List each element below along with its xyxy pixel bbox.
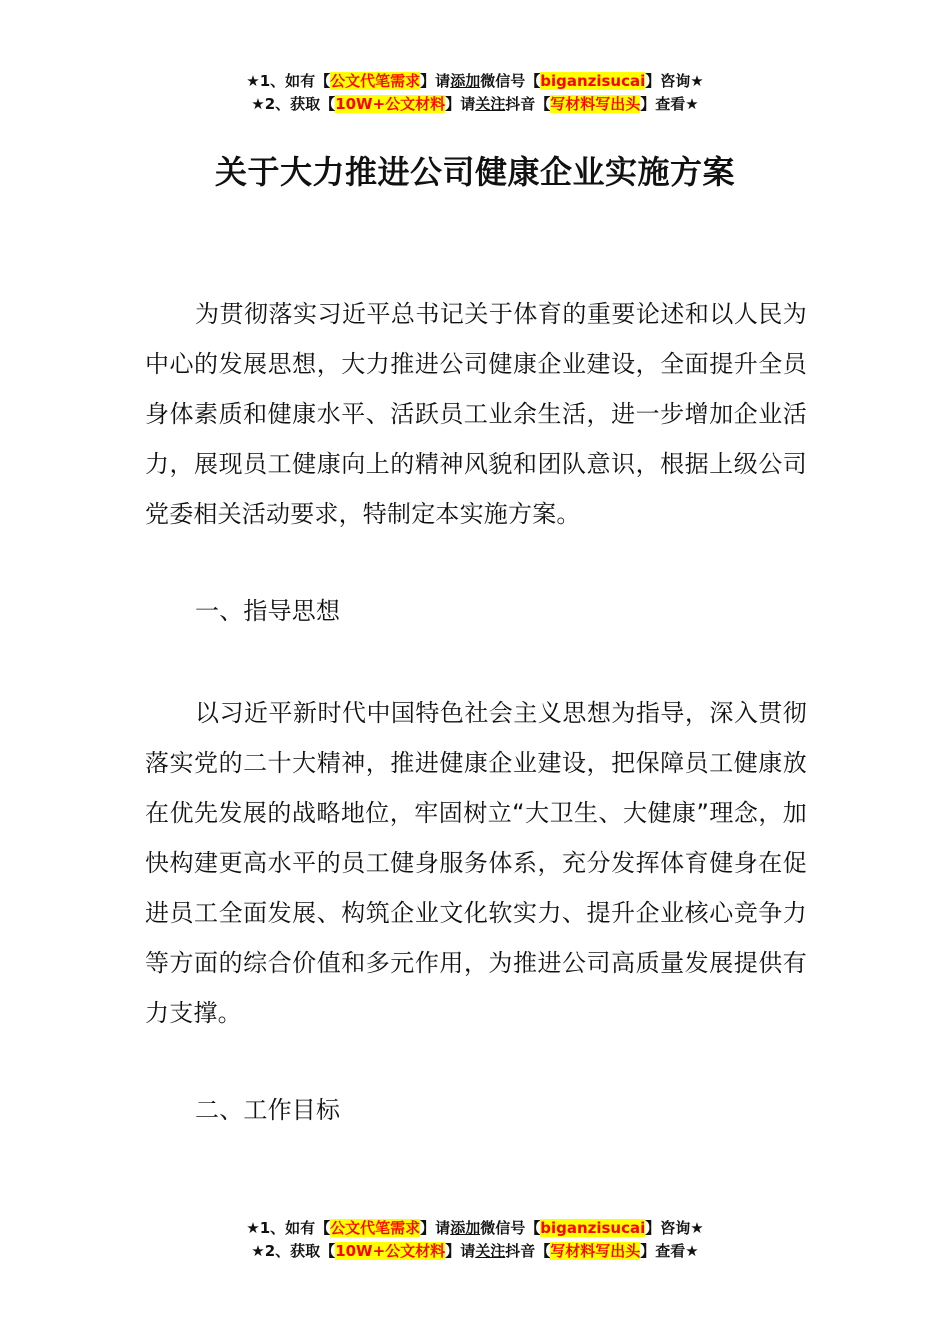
notice-underlined-text: 关注: [475, 95, 506, 113]
notice-highlight: 10W+公文材料: [335, 1242, 446, 1260]
notice-highlight: 公文代笔需求: [330, 1219, 421, 1237]
guiding-thought-paragraph: 以习近平新时代中国特色社会主义思想为指导，深入贯彻落实党的二十大精神，推进健康企业建设，把保障员工健康放在优先发展的战略地位，牢固树立“大卫生、大健康”理念，加快构建更高水平的员工健身服务体系，充分发挥体育健身在促进员工全面发展、构筑企业文化软实力、提升企业核心竞争力等方面的综合价值和多元作用，为推进公司高质量发展提供有力支撑。: [145, 699, 807, 1027]
intro-paragraph: 为贯彻落实习近平总书记关于体育的重要论述和以人民为中心的发展思想，大力推进公司健康企业建设，全面提升全员身体素质和健康水平、活跃员工业余生活，进一步增加企业活力，展现员工健康向上的精神风貌和团队意识，根据上级公司党委相关活动要求，特制定本实施方案。: [145, 300, 807, 528]
notice-highlight: 写材料写出头: [550, 1242, 641, 1260]
notice-underlined-text: 添加: [450, 1219, 481, 1237]
notice-text: 】咨询★: [645, 72, 704, 90]
section-heading-work-goals: 二、工作目标: [195, 1096, 341, 1124]
notice-line-2: [0, 93, 950, 116]
notice-text: ★2、获取【: [251, 1242, 336, 1260]
notice-text: 】请: [445, 1242, 476, 1260]
notice-line-2: [0, 1240, 950, 1263]
notice-text: ★2、获取【: [251, 95, 336, 113]
notice-text: 】请: [445, 95, 476, 113]
notice-highlight: 写材料写出头: [550, 95, 641, 113]
notice-highlight: 公文代笔需求: [330, 72, 421, 90]
notice-highlight: 10W+公文材料: [335, 95, 446, 113]
notice-underlined-text: 关注: [475, 1242, 506, 1260]
footer-notice: [0, 1217, 950, 1263]
notice-text: ★1、如有【: [246, 1219, 331, 1237]
notice-highlight: biganzisucai: [540, 72, 646, 90]
notice-text: ★1、如有【: [246, 72, 331, 90]
section-heading-guiding-thought: 一、指导思想: [195, 597, 341, 625]
notice-text: 微信号【: [480, 1219, 541, 1237]
notice-text: 】查看★: [640, 95, 699, 113]
notice-line-1: [0, 1217, 950, 1240]
notice-line-1: [0, 70, 950, 93]
header-notice: [0, 70, 950, 116]
notice-text: 】请: [420, 72, 451, 90]
document-title: 关于大力推进公司健康企业实施方案: [214, 153, 735, 191]
notice-text: 微信号【: [480, 72, 541, 90]
notice-underlined-text: 添加: [450, 72, 481, 90]
notice-text: 】请: [420, 1219, 451, 1237]
notice-text: 】咨询★: [645, 1219, 704, 1237]
notice-text: 抖音【: [505, 1242, 551, 1260]
notice-text: 】查看★: [640, 1242, 699, 1260]
notice-highlight: biganzisucai: [540, 1219, 646, 1237]
notice-text: 抖音【: [505, 95, 551, 113]
